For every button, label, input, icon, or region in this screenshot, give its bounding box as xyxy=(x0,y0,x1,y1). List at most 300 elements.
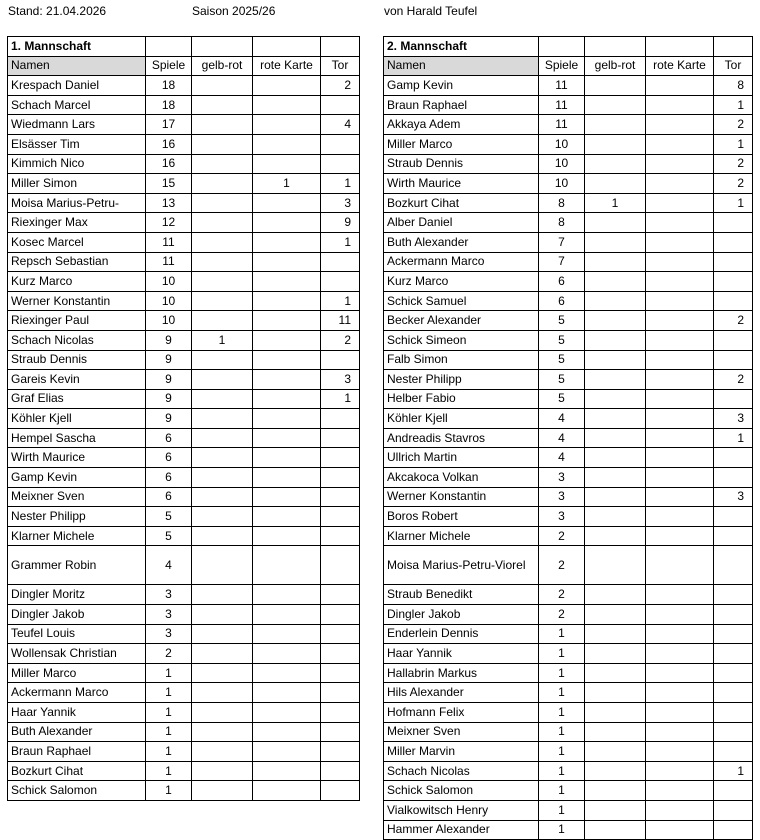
goals-cell: 1 xyxy=(321,232,360,252)
games-cell: 5 xyxy=(146,507,192,527)
goals-cell xyxy=(321,663,360,683)
games-cell: 9 xyxy=(146,409,192,429)
goals-cell: 2 xyxy=(714,174,753,194)
games-cell: 17 xyxy=(146,115,192,135)
table-row xyxy=(384,95,753,115)
player-name: Nester Philipp xyxy=(384,370,539,390)
yellow-red-cell xyxy=(585,115,646,135)
red-card-cell xyxy=(253,311,321,331)
player-name: Braun Raphael xyxy=(8,742,146,762)
games-cell: 8 xyxy=(539,193,585,213)
yellow-red-cell xyxy=(192,448,253,468)
player-name: Dingler Moritz xyxy=(8,585,146,605)
table-row xyxy=(8,272,360,292)
red-card-cell xyxy=(253,448,321,468)
player-name: Buth Alexander xyxy=(8,722,146,742)
table-row xyxy=(384,526,753,546)
red-card-cell: 1 xyxy=(253,174,321,194)
yellow-red-cell xyxy=(192,487,253,507)
games-cell: 1 xyxy=(539,722,585,742)
player-name: Bozkurt Cihat xyxy=(8,761,146,781)
player-name: Elsässer Tim xyxy=(8,134,146,154)
yellow-red-cell xyxy=(585,761,646,781)
player-name: Helber Fabio xyxy=(384,389,539,409)
player-name: Haar Yannik xyxy=(384,644,539,664)
games-cell: 3 xyxy=(539,468,585,488)
table-row xyxy=(8,154,360,174)
goals-cell xyxy=(321,644,360,664)
games-cell: 1 xyxy=(539,644,585,664)
red-card-cell xyxy=(253,330,321,350)
goals-cell xyxy=(321,605,360,625)
player-name: Schick Salomon xyxy=(384,781,539,801)
goals-cell xyxy=(714,644,753,664)
player-name: Ackermann Marco xyxy=(384,252,539,272)
red-card-cell xyxy=(253,487,321,507)
table-row xyxy=(8,428,360,448)
games-cell: 11 xyxy=(146,252,192,272)
goals-cell: 2 xyxy=(714,311,753,331)
games-cell: 1 xyxy=(146,683,192,703)
red-card-cell xyxy=(646,291,714,311)
red-card-cell xyxy=(253,389,321,409)
games-cell: 5 xyxy=(539,389,585,409)
yellow-red-cell xyxy=(585,95,646,115)
player-name: Hammer Alexander xyxy=(384,820,539,840)
table-row xyxy=(384,605,753,625)
table-row xyxy=(384,154,753,174)
yellow-red-cell xyxy=(585,507,646,527)
yellow-red-cell: 1 xyxy=(192,330,253,350)
red-card-cell xyxy=(253,468,321,488)
games-cell: 9 xyxy=(146,370,192,390)
goals-cell xyxy=(714,291,753,311)
games-cell: 5 xyxy=(539,370,585,390)
games-cell: 1 xyxy=(146,703,192,723)
team-title: 1. Mannschaft xyxy=(8,37,146,57)
team-1-table xyxy=(7,36,360,801)
yellow-red-cell xyxy=(192,389,253,409)
red-card-cell xyxy=(253,134,321,154)
yellow-red-cell xyxy=(585,605,646,625)
yellow-red-cell xyxy=(585,468,646,488)
games-cell: 16 xyxy=(146,154,192,174)
goals-cell xyxy=(321,742,360,762)
yellow-red-cell xyxy=(192,311,253,331)
goals-cell xyxy=(714,389,753,409)
table-row xyxy=(384,76,753,96)
table-row xyxy=(384,174,753,194)
red-card-cell xyxy=(253,703,321,723)
table-row xyxy=(8,585,360,605)
yellow-red-cell xyxy=(192,213,253,233)
games-cell: 5 xyxy=(146,526,192,546)
table-row xyxy=(384,820,753,840)
games-cell: 2 xyxy=(539,526,585,546)
player-name: Graf Elias xyxy=(8,389,146,409)
games-cell: 18 xyxy=(146,76,192,96)
games-cell: 11 xyxy=(539,95,585,115)
games-cell: 4 xyxy=(539,428,585,448)
player-name: Ackermann Marco xyxy=(8,683,146,703)
goals-cell xyxy=(321,703,360,723)
table-row xyxy=(8,174,360,194)
games-cell: 6 xyxy=(146,448,192,468)
yellow-red-cell xyxy=(585,487,646,507)
table-row xyxy=(8,409,360,429)
games-cell: 1 xyxy=(539,624,585,644)
red-card-cell xyxy=(253,683,321,703)
yellow-red-cell xyxy=(192,683,253,703)
goals-cell: 2 xyxy=(714,115,753,135)
red-card-cell xyxy=(253,272,321,292)
goals-cell xyxy=(714,605,753,625)
goals-cell xyxy=(714,820,753,840)
yellow-red-cell xyxy=(585,683,646,703)
table-row xyxy=(384,389,753,409)
table-row xyxy=(384,311,753,331)
goals-cell xyxy=(321,428,360,448)
empty-cell xyxy=(192,37,253,57)
goals-cell: 1 xyxy=(714,193,753,213)
yellow-red-cell xyxy=(585,330,646,350)
table-row xyxy=(384,193,753,213)
red-card-cell xyxy=(253,663,321,683)
header-spiele: Spiele xyxy=(539,56,585,76)
red-card-cell xyxy=(646,428,714,448)
yellow-red-cell: 1 xyxy=(585,193,646,213)
yellow-red-cell xyxy=(192,722,253,742)
table-row xyxy=(8,232,360,252)
goals-cell xyxy=(714,624,753,644)
yellow-red-cell xyxy=(585,174,646,194)
games-cell: 12 xyxy=(146,213,192,233)
empty-cell xyxy=(539,37,585,57)
goals-cell xyxy=(714,800,753,820)
player-name: Hempel Sascha xyxy=(8,428,146,448)
goals-cell: 1 xyxy=(714,95,753,115)
red-card-cell xyxy=(646,154,714,174)
yellow-red-cell xyxy=(192,546,253,585)
goals-cell: 2 xyxy=(714,154,753,174)
goals-cell: 8 xyxy=(714,76,753,96)
table-row xyxy=(384,232,753,252)
table-row xyxy=(8,350,360,370)
goals-cell xyxy=(714,585,753,605)
games-cell: 10 xyxy=(146,272,192,292)
goals-cell xyxy=(714,213,753,233)
player-name: Klarner Michele xyxy=(384,526,539,546)
red-card-cell xyxy=(253,370,321,390)
yellow-red-cell xyxy=(192,95,253,115)
goals-cell xyxy=(714,663,753,683)
red-card-cell xyxy=(646,507,714,527)
player-name: Hofmann Felix xyxy=(384,703,539,723)
games-cell: 1 xyxy=(539,663,585,683)
yellow-red-cell xyxy=(585,311,646,331)
table-row xyxy=(384,134,753,154)
yellow-red-cell xyxy=(585,389,646,409)
goals-cell xyxy=(714,781,753,801)
yellow-red-cell xyxy=(192,468,253,488)
red-card-cell xyxy=(646,683,714,703)
player-name: Schach Marcel xyxy=(8,95,146,115)
player-name: Gamp Kevin xyxy=(8,468,146,488)
table-row xyxy=(384,703,753,723)
red-card-cell xyxy=(253,95,321,115)
player-name: Riexinger Paul xyxy=(8,311,146,331)
player-name: Akcakoca Volkan xyxy=(384,468,539,488)
goals-cell: 1 xyxy=(321,389,360,409)
red-card-cell xyxy=(253,193,321,213)
goals-cell xyxy=(321,761,360,781)
goals-cell: 9 xyxy=(321,213,360,233)
goals-cell: 1 xyxy=(714,761,753,781)
player-name: Miller Simon xyxy=(8,174,146,194)
player-name: Gareis Kevin xyxy=(8,370,146,390)
games-cell: 10 xyxy=(146,311,192,331)
player-name: Miller Marco xyxy=(8,663,146,683)
red-card-cell xyxy=(646,409,714,429)
games-cell: 1 xyxy=(539,703,585,723)
red-card-cell xyxy=(253,507,321,527)
yellow-red-cell xyxy=(585,252,646,272)
player-name: Miller Marco xyxy=(384,134,539,154)
player-name: Buth Alexander xyxy=(384,232,539,252)
table-row xyxy=(384,722,753,742)
yellow-red-cell xyxy=(585,820,646,840)
red-card-cell xyxy=(646,134,714,154)
player-name: Dingler Jakob xyxy=(8,605,146,625)
yellow-red-cell xyxy=(585,370,646,390)
player-name: Grammer Robin xyxy=(8,546,146,585)
yellow-red-cell xyxy=(192,781,253,801)
player-name: Hils Alexander xyxy=(384,683,539,703)
goals-cell xyxy=(321,526,360,546)
games-cell: 1 xyxy=(146,761,192,781)
games-cell: 1 xyxy=(539,820,585,840)
goals-cell: 2 xyxy=(321,330,360,350)
games-cell: 2 xyxy=(539,605,585,625)
table-row xyxy=(384,428,753,448)
table-row xyxy=(8,487,360,507)
games-cell: 10 xyxy=(539,154,585,174)
yellow-red-cell xyxy=(585,76,646,96)
header-tor: Tor xyxy=(321,56,360,76)
games-cell: 7 xyxy=(539,232,585,252)
yellow-red-cell xyxy=(585,291,646,311)
games-cell: 1 xyxy=(539,761,585,781)
table-row xyxy=(8,761,360,781)
table-row xyxy=(8,76,360,96)
goals-cell: 2 xyxy=(321,76,360,96)
red-card-cell xyxy=(253,722,321,742)
games-cell: 1 xyxy=(539,800,585,820)
player-name: Haar Yannik xyxy=(8,703,146,723)
goals-cell xyxy=(321,272,360,292)
table-row xyxy=(384,370,753,390)
table-row xyxy=(8,370,360,390)
red-card-cell xyxy=(646,468,714,488)
player-name: Schick Samuel xyxy=(384,291,539,311)
red-card-cell xyxy=(253,350,321,370)
table-row xyxy=(384,644,753,664)
games-cell: 4 xyxy=(539,448,585,468)
table-row xyxy=(8,115,360,135)
red-card-cell xyxy=(646,448,714,468)
yellow-red-cell xyxy=(192,605,253,625)
goals-cell xyxy=(714,350,753,370)
yellow-red-cell xyxy=(192,370,253,390)
yellow-red-cell xyxy=(192,409,253,429)
red-card-cell xyxy=(646,95,714,115)
table-row xyxy=(384,781,753,801)
yellow-red-cell xyxy=(585,722,646,742)
yellow-red-cell xyxy=(192,76,253,96)
games-cell: 10 xyxy=(539,134,585,154)
yellow-red-cell xyxy=(192,624,253,644)
header-gelb-rot: gelb-rot xyxy=(585,56,646,76)
games-cell: 1 xyxy=(146,722,192,742)
player-name: Miller Marvin xyxy=(384,742,539,762)
red-card-cell xyxy=(253,213,321,233)
player-name: Moisa Marius-Petru-Viorel xyxy=(384,546,539,585)
goals-cell xyxy=(321,409,360,429)
games-cell: 2 xyxy=(539,585,585,605)
red-card-cell xyxy=(646,174,714,194)
table-row xyxy=(384,291,753,311)
goals-cell xyxy=(321,585,360,605)
goals-cell xyxy=(321,624,360,644)
yellow-red-cell xyxy=(192,232,253,252)
table-row xyxy=(384,624,753,644)
games-cell: 16 xyxy=(146,134,192,154)
yellow-red-cell xyxy=(192,761,253,781)
red-card-cell xyxy=(646,232,714,252)
player-name: Straub Benedikt xyxy=(384,585,539,605)
games-cell: 1 xyxy=(539,742,585,762)
player-name: Falb Simon xyxy=(384,350,539,370)
red-card-cell xyxy=(253,428,321,448)
player-name: Schick Simeon xyxy=(384,330,539,350)
goals-cell xyxy=(714,468,753,488)
player-name: Boros Robert xyxy=(384,507,539,527)
table-row xyxy=(384,663,753,683)
games-cell: 6 xyxy=(146,428,192,448)
games-cell: 1 xyxy=(146,781,192,801)
player-name: Nester Philipp xyxy=(8,507,146,527)
goals-cell xyxy=(321,448,360,468)
games-cell: 1 xyxy=(539,683,585,703)
yellow-red-cell xyxy=(585,272,646,292)
goals-cell xyxy=(321,252,360,272)
red-card-cell xyxy=(253,742,321,762)
goals-cell xyxy=(714,722,753,742)
red-card-cell xyxy=(646,663,714,683)
player-name: Ullrich Martin xyxy=(384,448,539,468)
games-cell: 5 xyxy=(539,350,585,370)
red-card-cell xyxy=(253,115,321,135)
player-name: Köhler Kjell xyxy=(8,409,146,429)
games-cell: 3 xyxy=(146,605,192,625)
games-cell: 11 xyxy=(539,115,585,135)
red-card-cell xyxy=(646,311,714,331)
red-card-cell xyxy=(253,761,321,781)
table-row xyxy=(8,624,360,644)
red-card-cell xyxy=(646,605,714,625)
goals-cell: 4 xyxy=(321,115,360,135)
goals-cell: 2 xyxy=(714,370,753,390)
red-card-cell xyxy=(646,76,714,96)
empty-cell xyxy=(585,37,646,57)
player-name: Wirth Maurice xyxy=(8,448,146,468)
red-card-cell xyxy=(646,820,714,840)
yellow-red-cell xyxy=(585,585,646,605)
table-row xyxy=(8,781,360,801)
player-name: Bozkurt Cihat xyxy=(384,193,539,213)
goals-cell xyxy=(321,350,360,370)
header-rote-karte: rote Karte xyxy=(646,56,714,76)
games-cell: 10 xyxy=(146,291,192,311)
player-name: Hallabrin Markus xyxy=(384,663,539,683)
yellow-red-cell xyxy=(585,213,646,233)
yellow-red-cell xyxy=(192,174,253,194)
player-name: Straub Dennis xyxy=(8,350,146,370)
player-name: Klarner Michele xyxy=(8,526,146,546)
yellow-red-cell xyxy=(192,134,253,154)
table-row xyxy=(8,683,360,703)
player-name: Braun Raphael xyxy=(384,95,539,115)
table-row xyxy=(8,663,360,683)
yellow-red-cell xyxy=(585,781,646,801)
goals-cell: 1 xyxy=(714,428,753,448)
games-cell: 4 xyxy=(539,409,585,429)
table-row xyxy=(8,311,360,331)
table-row xyxy=(8,507,360,527)
table-row xyxy=(384,468,753,488)
goals-cell xyxy=(321,468,360,488)
goals-cell xyxy=(714,526,753,546)
table-row xyxy=(8,526,360,546)
goals-cell xyxy=(321,781,360,801)
red-card-cell xyxy=(253,291,321,311)
goals-cell xyxy=(321,154,360,174)
empty-cell xyxy=(253,37,321,57)
goals-cell xyxy=(714,703,753,723)
table-row xyxy=(8,95,360,115)
table-row xyxy=(384,330,753,350)
red-card-cell xyxy=(253,76,321,96)
yellow-red-cell xyxy=(192,115,253,135)
team-2-table xyxy=(383,36,753,840)
yellow-red-cell xyxy=(585,546,646,585)
player-name: Kurz Marco xyxy=(8,272,146,292)
games-cell: 6 xyxy=(539,291,585,311)
goals-cell xyxy=(321,546,360,585)
yellow-red-cell xyxy=(585,624,646,644)
player-name: Repsch Sebastian xyxy=(8,252,146,272)
player-name: Werner Konstantin xyxy=(8,291,146,311)
red-card-cell xyxy=(646,252,714,272)
player-name: Riexinger Max xyxy=(8,213,146,233)
red-card-cell xyxy=(646,350,714,370)
table-row xyxy=(384,507,753,527)
games-cell: 5 xyxy=(539,311,585,331)
red-card-cell xyxy=(646,624,714,644)
yellow-red-cell xyxy=(192,644,253,664)
games-cell: 4 xyxy=(146,546,192,585)
table-row xyxy=(384,761,753,781)
